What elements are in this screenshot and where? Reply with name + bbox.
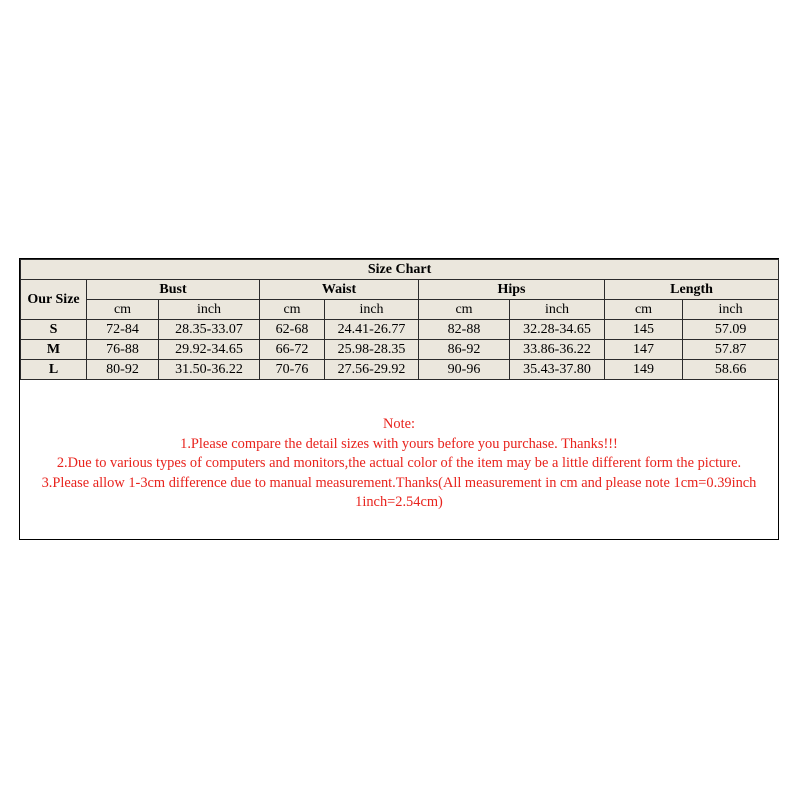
size-label: S: [21, 320, 87, 340]
table-cell: 86-92: [419, 340, 510, 360]
table-cell: 57.09: [683, 320, 779, 340]
table-cell: 66-72: [260, 340, 325, 360]
note-heading: Note:: [383, 416, 415, 432]
table-cell: 70-76: [260, 360, 325, 380]
table-cell: 29.92-34.65: [159, 340, 260, 360]
table-cell: 31.50-36.22: [159, 360, 260, 380]
table-cell: 58.66: [683, 360, 779, 380]
unit-header: inch: [325, 300, 419, 320]
table-cell: 149: [605, 360, 683, 380]
table-cell: 80-92: [87, 360, 159, 380]
size-label: M: [21, 340, 87, 360]
table-cell: 35.43-37.80: [510, 360, 605, 380]
group-header-bust: Bust: [87, 280, 260, 300]
table-row: [21, 340, 779, 360]
table-cell: 25.98-28.35: [325, 340, 419, 360]
table-cell: 57.87: [683, 340, 779, 360]
table-row: [21, 360, 779, 380]
unit-header-row: [21, 300, 779, 320]
table-cell: 27.56-29.92: [325, 360, 419, 380]
note-line: 1inch=2.54cm): [355, 494, 443, 511]
table-cell: 145: [605, 320, 683, 340]
note-line: 2.Due to various types of computers and monitors,the actual color of the item may be a little different form the picture.: [56, 455, 742, 472]
table-cell: 76-88: [87, 340, 159, 360]
table-cell: 24.41-26.77: [325, 320, 419, 340]
size-column-header: Our Size: [21, 280, 87, 320]
unit-header: cm: [260, 300, 325, 320]
unit-header: cm: [419, 300, 510, 320]
note-line: 1.Please compare the detail sizes with yours before you purchase. Thanks!!!: [180, 435, 618, 452]
table-cell: 33.86-36.22: [510, 340, 605, 360]
group-header-hips: Hips: [419, 280, 605, 300]
group-header-waist: Waist: [260, 280, 419, 300]
unit-header: inch: [159, 300, 260, 320]
note-section: [20, 415, 778, 513]
unit-header: cm: [605, 300, 683, 320]
table-cell: 32.28-34.65: [510, 320, 605, 340]
title-row: [21, 260, 779, 280]
table-row: [21, 320, 779, 340]
table-cell: 82-88: [419, 320, 510, 340]
group-header-length: Length: [605, 280, 779, 300]
table-cell: 28.35-33.07: [159, 320, 260, 340]
size-label: L: [21, 360, 87, 380]
table-cell: 90-96: [419, 360, 510, 380]
size-chart-table: [20, 259, 779, 380]
unit-header: inch: [683, 300, 779, 320]
table-cell: 147: [605, 340, 683, 360]
chart-title: Size Chart: [21, 260, 779, 280]
table-cell: 62-68: [260, 320, 325, 340]
table-cell: 72-84: [87, 320, 159, 340]
size-chart-panel: [19, 258, 779, 540]
group-header-row: [21, 280, 779, 300]
unit-header: inch: [510, 300, 605, 320]
note-line: 3.Please allow 1-3cm difference due to manual measurement.Thanks(All measurement in cm and please note 1cm=0.39inch: [41, 474, 757, 491]
unit-header: cm: [87, 300, 159, 320]
